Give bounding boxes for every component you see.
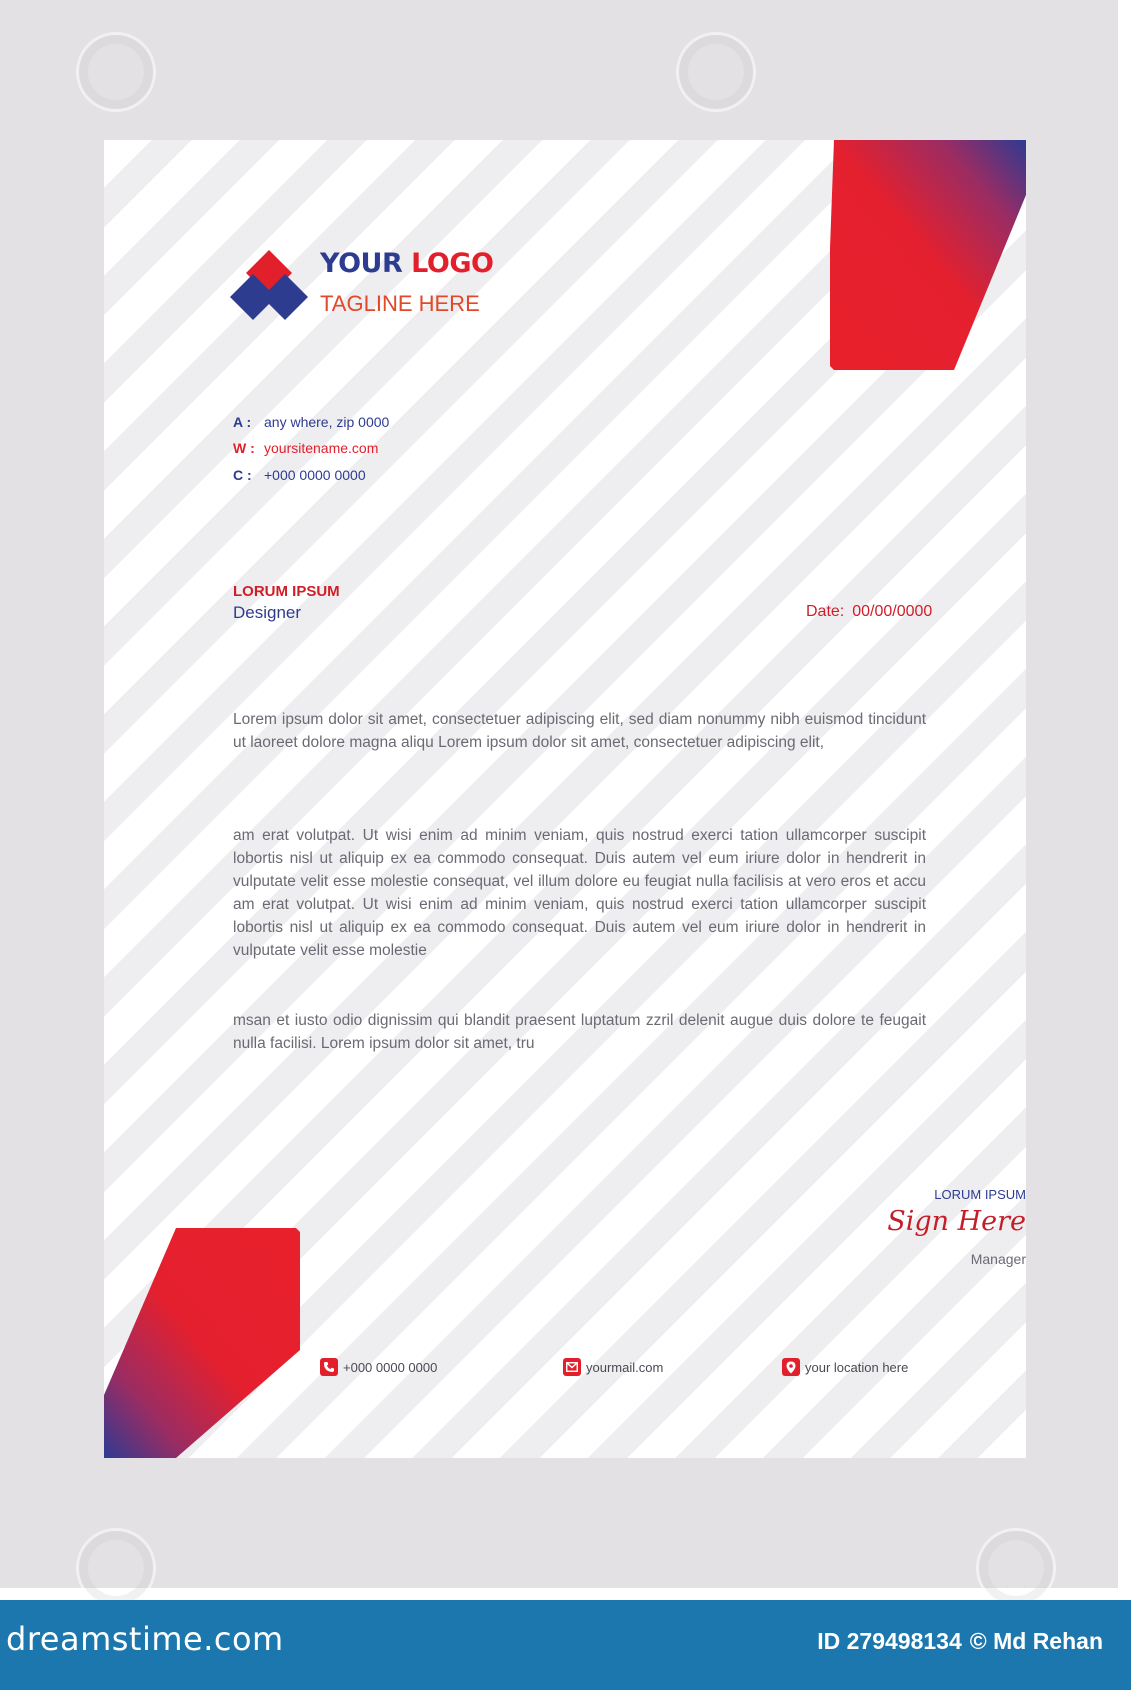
contact-website — [233, 440, 378, 456]
watermark-swirl-icon — [976, 1528, 1056, 1608]
bottom-margin — [0, 1588, 1131, 1600]
contact-address-key: A : — [233, 414, 252, 430]
contact-website-key: W : — [233, 440, 255, 456]
stock-id — [817, 1628, 1103, 1655]
stock-footer-bar — [0, 1600, 1131, 1690]
brand-name — [320, 248, 493, 279]
brand-tagline: TAGLINE HERE — [320, 291, 480, 316]
bottom-left-corner-shape — [104, 1228, 300, 1458]
contact-address — [233, 414, 389, 430]
body-paragraph-2: am erat volutpat. Ut wisi enim ad minim veniam, quis nostrud exerci tation ullamcorper suscipit lobortis nisl ut aliquip ex ea commodo consequat. Duis autem vel eum iriure dolor in hendrerit in vulputate velit esse molestie consequat, vel illum dolore eu feugiat nulla facilisis at vero eros et accu am erat volutpat. Ut wisi enim ad minim veniam, quis nostrud exerci tation ullamcorper suscipit lobortis nisl ut aliquip ex ea commodo consequat. Duis autem vel eum iriure dolor in hendrerit in vulputate velit esse molestie — [233, 827, 926, 959]
watermark-swirl-icon — [76, 32, 156, 112]
stock-credit-text: © Md Rehan — [969, 1628, 1103, 1654]
brand-word-logo: LOGO — [411, 248, 494, 279]
mail-icon — [563, 1358, 581, 1376]
right-margin — [1118, 0, 1131, 1600]
top-right-corner-shape — [830, 140, 1026, 370]
watermark-swirl-icon — [76, 1528, 156, 1608]
date-value: 00/00/0000 — [852, 603, 933, 620]
footer-location — [782, 1358, 908, 1376]
stock-id-text: ID 279498134 — [817, 1628, 962, 1654]
contact-website-value: yoursitename.com — [264, 440, 379, 456]
sender-role: Designer — [233, 603, 302, 622]
sender-name: LORUM IPSUM — [233, 583, 340, 600]
phone-icon — [320, 1358, 338, 1376]
letterhead-sheet — [104, 140, 1026, 1458]
footer-phone-text: +000 0000 0000 — [343, 1359, 438, 1375]
footer-phone — [320, 1358, 437, 1376]
body-paragraph-3: msan et iusto odio dignissim qui blandit praesent luptatum zzril delenit augue duis dolore te feugait nulla facilisi. Lorem ipsum dolor sit amet, tru — [233, 1012, 926, 1052]
date-line — [806, 603, 932, 621]
signature-title: Manager — [970, 1251, 1026, 1267]
signature-script: Sign Here — [887, 1206, 1026, 1237]
contact-phone — [233, 467, 366, 483]
location-pin-icon — [782, 1358, 800, 1376]
diamond-logo-icon — [230, 250, 308, 320]
footer-email — [563, 1358, 663, 1376]
date-label: Date: — [806, 603, 845, 620]
stock-brand-text: dreamstime.com — [6, 1620, 284, 1658]
footer-location-text: your location here — [805, 1359, 909, 1375]
stock-brand — [6, 1620, 284, 1658]
contact-phone-value: +000 0000 0000 — [264, 467, 366, 483]
watermark-swirl-icon — [676, 32, 756, 112]
body-paragraph-1: Lorem ipsum dolor sit amet, consectetuer adipiscing elit, sed diam nonummy nibh euismod tincidunt ut laoreet dolore magna aliqu Lorem ipsum dolor sit amet, consectetuer adipiscing elit, — [233, 711, 926, 751]
contact-address-value: any where, zip 0000 — [264, 414, 390, 430]
contact-phone-key: C : — [233, 467, 252, 483]
footer-email-text: yourmail.com — [586, 1359, 664, 1375]
brand-word-your: YOUR — [320, 248, 403, 279]
signature-name: LORUM IPSUM — [934, 1187, 1026, 1202]
